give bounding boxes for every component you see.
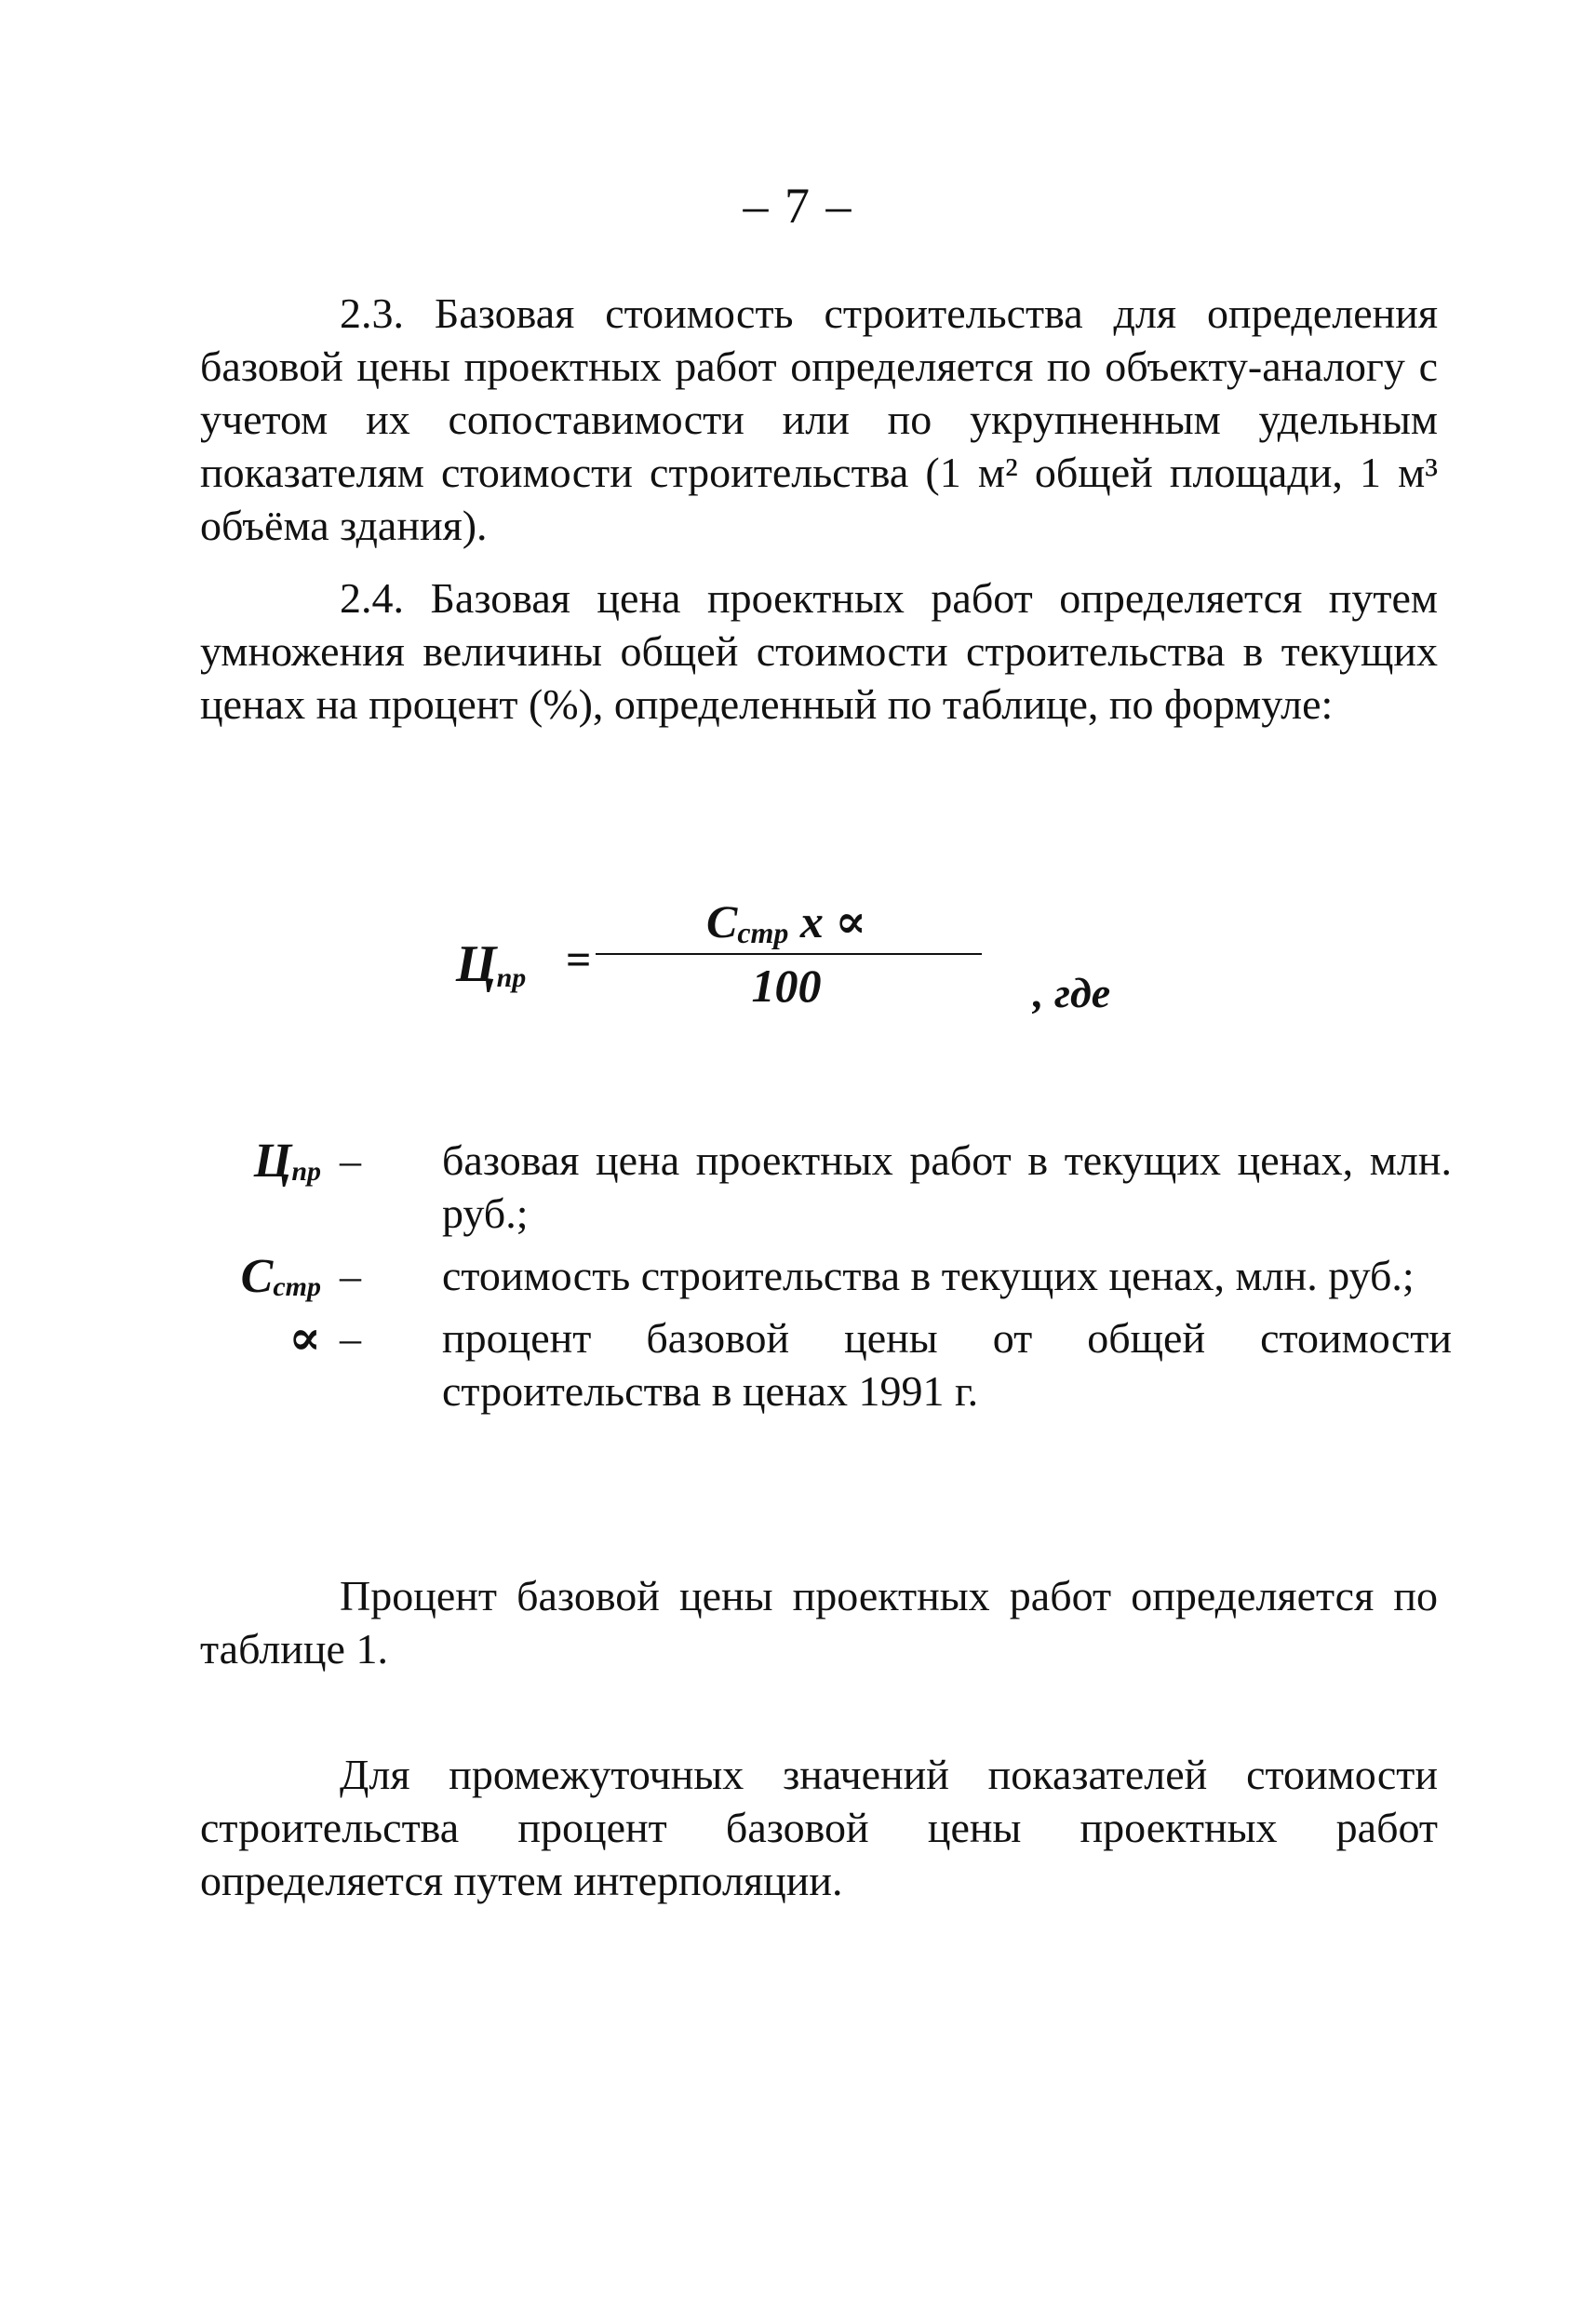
paragraph-2-3: 2.3. Базовая стоимость строительства для определения базовой цены проектных работ определяется по объекту-аналогу с учетом их сопоставимости или по укрупненным удельным показателям стоимости строительства (1 м² общей площади, 1 м³ объёма здания). (200, 289, 1438, 549)
legend-symbol-main: С (240, 1250, 274, 1303)
formula-lhs-symbol: Ц (456, 935, 497, 993)
page-number: – 7 – (743, 178, 853, 234)
legend-symbol (186, 1249, 321, 1315)
formula-numerator (633, 893, 940, 950)
legend-symbol (186, 1311, 321, 1367)
legend-dash: – (340, 1252, 361, 1299)
legend-description: стоимость строительства в текущих ценах, млн. руб.; (442, 1252, 1415, 1299)
legend-description: базовая цена проектных работ в текущих ценах, млн. руб.; (442, 1136, 1452, 1237)
paragraph-2-4: 2.4. Базовая цена проектных работ определяется путем умножения величины общей стоимости строительства в текущих ценах на процент (%), определенный по таблице, по формуле: (200, 574, 1438, 728)
legend-row (186, 1134, 1452, 1240)
formula-equals: = (566, 935, 592, 985)
legend-symbol (186, 1134, 321, 1200)
price-formula (456, 893, 1111, 1024)
fraction-line (596, 953, 982, 955)
legend-row (186, 1249, 1452, 1302)
legend-row (186, 1311, 1452, 1418)
paragraph-table-reference: Процент базовой цены проектных работ определяется по таблице 1. (200, 1572, 1438, 1673)
formula-numerator-subscript: стр (737, 916, 789, 949)
formula-denominator: 100 (751, 960, 822, 1012)
legend-dash: – (340, 1314, 361, 1362)
legend-symbol-subscript: пр (291, 1156, 321, 1187)
formula-numerator-symbol: С (705, 895, 738, 947)
formula-numerator-rest: х ∝ (788, 895, 867, 947)
legend-symbol-main: ∝ (288, 1312, 321, 1365)
formula-suffix: , где (1033, 969, 1111, 1016)
legend-symbol-subscript: стр (273, 1271, 321, 1302)
paragraph-interpolation: Для промежуточных значений показателей стоимости строительства процент базовой цены проектных работ определяется путем интерполяции. (200, 1751, 1438, 1904)
formula-lhs-subscript: пр (496, 962, 527, 993)
legend-dash: – (340, 1136, 361, 1184)
formula-lhs (456, 934, 526, 994)
legend-description: процент базовой цены от общей стоимости строительства в ценах 1991 г. (442, 1314, 1452, 1415)
legend-symbol-main: Ц (253, 1135, 292, 1188)
symbol-legend (186, 1134, 1452, 1427)
